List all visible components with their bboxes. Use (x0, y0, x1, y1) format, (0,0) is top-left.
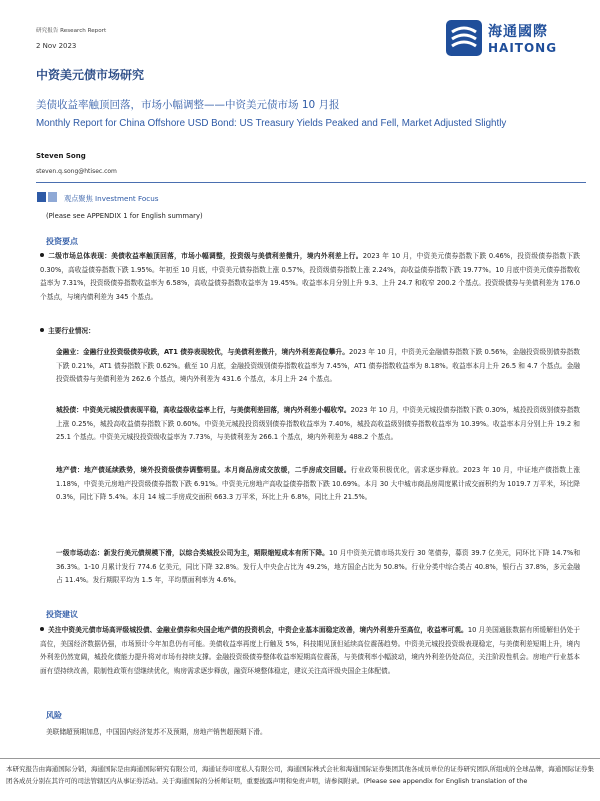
property-lead: 地产债：地产债延续跌势，境外投资级债券调整明显。本月商品房成交放缓，二手房成交回暖。 (56, 466, 351, 474)
series-title: 中资美元债市场研究 (36, 68, 145, 82)
lgfv-body: 2023 年 10 月，中资美元城投债券指数下跌 0.30%，城投投资级别债券指数上涨 0.25%，城投高收益债券指数下跌 0.60%。中资美元城投投资级别债券指数收益率为 7.40%，城投高收益级别债券指数收益率为 10.39%。收益率本月分别上升 19.2 和 25.1 个基点。中资美元城投投资级收益率为 7.73%，与美债利差为 266.1 个基点，境内外利差为 488.2 个基点。 (56, 406, 580, 442)
header-divider (36, 182, 586, 183)
property-paragraph (56, 464, 580, 505)
report-type: 研究报告 Research Report (36, 28, 107, 34)
section-advice: 投资建议 (46, 610, 78, 619)
author-name: Steven Song (36, 152, 86, 160)
focus-icon (36, 190, 58, 204)
advice-paragraph (40, 624, 580, 679)
section-highlights: 投资要点 (46, 237, 78, 246)
haitong-logo (446, 18, 586, 62)
disclaimer-footer (0, 758, 600, 801)
report-title-cn: 美债收益率触顶回落，市场小幅调整——中资美元债市场 10 月报 (36, 99, 340, 111)
advice-lead: 关注中资美元债市场高评级城投债、金融业债券和央国企地产债的投资机会，中资企业基本面稳定改善，境内外利差升至高位，收益率可观。 (48, 626, 468, 634)
investment-focus-label: 观点聚焦 Investment Focus (64, 194, 159, 203)
lgfv-lead: 城投债：中资美元城投债表现平稳，高收益级收益率上行，与美债利差回落，境内外利差小幅收窄。 (56, 406, 351, 414)
appendix-note: (Please see APPENDIX 1 for English summary) (46, 212, 203, 220)
logo-cn-name: 海通國際 (488, 24, 548, 40)
primary-market-paragraph (56, 547, 580, 588)
finance-paragraph (56, 346, 580, 387)
bullet-icon (40, 253, 44, 257)
property-body: 行业政策积极优化，需求逐步释放。2023 年 10 月，中证地产债指数上涨 1.18%，中资美元房地产投资级债券指数下跌 6.91%。中资美元房地产高收益债券指数下跌 10.69%。本月 30 大中城市商品房周度累计成交面积约为 1019.7 万平米，环比降 0.3%，同比下降 5.4%。本月 14 城二手房成交面积 663.3 万平米，环比上升 6.8%，同比上升 21.5%。 (56, 466, 581, 502)
section-risk: 风险 (46, 711, 62, 720)
lgfv-paragraph (56, 404, 580, 445)
finance-lead: 金融业：金融行业投资级债券收跌，AT1 债券表现较优，与美债利差微升，境内外利差高位攀升。 (56, 348, 349, 356)
risk-text: 美联储超预期加息，中国国内经济复苏不及预期，房地产销售超预期下滑。 (46, 728, 267, 736)
market-overview-body: 2023 年 10 月，中资美元债券指数下跌 0.46%，投资级债券指数下跌 0.30%，高收益债券指数下跌 1.95%。年初至 10 月底，中资美元债券指数上涨 0.57%，投资级债券指数上涨 2.24%，高收益债券指数下跌 19.77%。10 月底中资美元债券指数收益率为 7.31%，投资级债券指数收益率为 6.58%，高收益债券指数收益率为 19.45%。收益率本月分别上升 9.3、上升 24.7 和收窄 200.2 个基点。投资级债券与美债利差为 176.0 个基点，与境内债利差为 345 个基点。 (40, 252, 580, 302)
primary-lead: 一级市场动态：新发行美元债规模下滑，以综合类城投公司为主，期限缩短成本有所下降。 (56, 549, 329, 557)
market-overview-paragraph (40, 250, 580, 305)
disclaimer-text: 本研究报告由海通国际分销，海通国际是由海通国际研究有限公司，海通证券印度私人有限公司，海通国际株式会社和海通国际证券集团其他各成员单位的证券研究团队所组成的全球品牌，海通国际证券集团各成员分别在其许可的司法管辖区内从事证券活动。关于海通国际的分析师证明，重要披露声明和免责声明，请参阅附录。(Please see appendix for English translation of the (6, 765, 594, 785)
primary-body: 10 月中资美元债市场共发行 30 笔债券，募资 39.7 亿美元，同环比下降 14.7%和 36.3%。1-10 月累计发行 774.6 亿美元，同比下降 32.8%。发行人中央企占比为 49.2%，地方国企占比为 50.8%。行业分类中综合类占 40.8%，银行占 37.8%，多元金融占 11.4%。发行期限平均为 1.5 年，平均票面利率为 4.6%。 (56, 549, 581, 585)
haitong-logo-icon (446, 20, 482, 56)
author-email[interactable]: steven.q.song@htisec.com (36, 168, 117, 175)
industry-heading (40, 325, 580, 339)
logo-en-name: HAITONG (488, 41, 558, 55)
finance-body: 2023 年 10 月，中资美元金融债券指数下跌 0.56%，金融投资级别债券指数下跌 0.21%，AT1 债券指数下跌 0.62%。截至 10 月底，金融投资级别债券指数收益率为 7.45%，AT1 债券指数收益率为 8.18%。收益率本月上升 26.5 和 4.7 个基点。金融投资级债券与美债利差为 262.6 个基点，境内外利差为 431.6 个基点，本月上升 24 个基点。 (56, 348, 580, 384)
advice-body: 10 月美国通胀数据有所缓解但仍处于高位，美国经济数据仍强，市场预计今年加息仍有可能。美债收益率再度上行触及 5%，科技期见顶但延续高位震荡趋势。中资美元城投投资级表现稳定，与美债利差短期上升，境内外利差仍然宽阔，城投化债能力提升将对市场有持续支撑。金融投资级债券整体收益率短期高位震荡，与美债利率小幅波动，境内外利差仍处高位，关注阶段性机会。房地产行业基本面有望持续改善，限制性政策有望继续优化，购房需求逐步释放，融资环境整体稳定，建议关注高评级央国企主体配债。 (40, 626, 580, 676)
report-date: 2 Nov 2023 (36, 42, 77, 50)
market-overview-lead: 二级市场总体表现：美债收益率触顶回落，市场小幅调整，投资级与美债利差微升，境内外利差上行。 (48, 252, 363, 260)
industry-heading-text: 主要行业情况： (48, 327, 95, 335)
report-title-en: Monthly Report for China Offshore USD Bond: US Treasury Yields Peaked and Fell, Market Adjusted Slightly (36, 118, 507, 129)
bullet-icon (40, 627, 44, 631)
bullet-icon (40, 328, 44, 332)
